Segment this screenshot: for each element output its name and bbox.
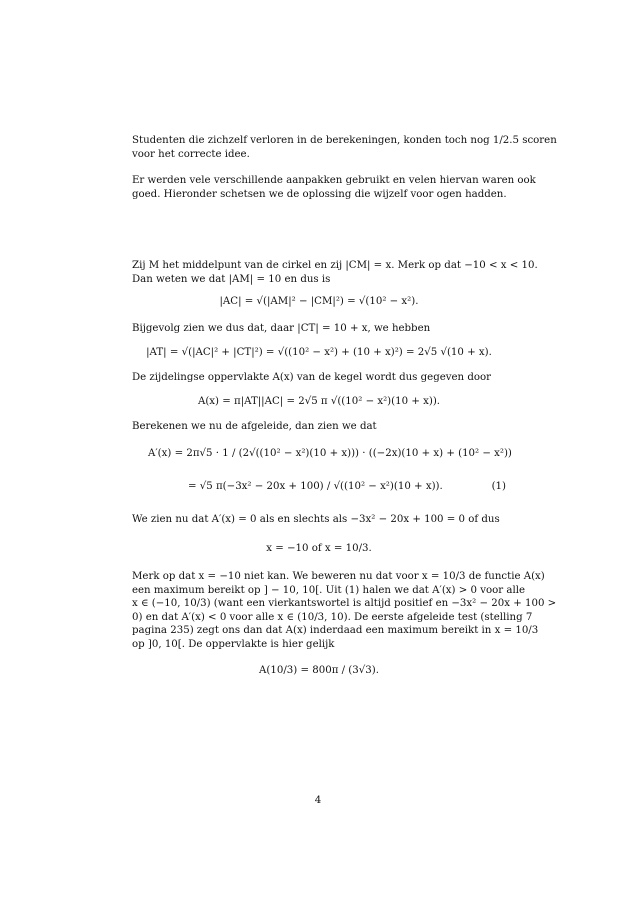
text-line: een maximum bereikt op ] − 10, 10[. Uit (1) halen we dat A′(x) > 0 voor alle [132,584,525,596]
intro-paragraph-1 [132,134,557,161]
text-line: Dan weten we dat |AM| = 10 en dus is [132,273,331,285]
equation-area: A(x) = π|AT||AC| = 2√5 π √((10² − x²)(10 + x)). [197,396,441,407]
equation-ac: |AC| = √(|AM|² − |CM|²) = √(10² − x²). [219,296,419,307]
text-line: Zij M het middelpunt van de cirkel en zij |CM| = x. Merk op dat −10 < x < 10. [132,260,538,271]
equation-roots: x = −10 of x = 10/3. [266,543,372,554]
text-line: Bijgevolg zien we dus dat, daar |CT| = 10 + x, we hebben [132,323,431,334]
text-line: Er werden vele verschillende aanpakken gebruikt en velen hiervan waren ook [132,175,536,186]
paragraph-nulpunten [132,513,506,527]
paragraph-oppervlakte [132,371,506,385]
text-line: De zijdelingse oppervlakte A(x) van de kegel wordt dus gegeven door [132,372,491,383]
solution-intro [132,259,538,286]
text-line: pagina 235) zegt ons dan dat A(x) inderdaad een maximum bereikt in x = 10/3 [132,625,539,636]
equation-number: (1) [491,481,506,492]
equation-derivative-line-2: = √5 π(−3x² − 20x + 100) / √((10² − x²)(10 + x)). [188,481,443,492]
paragraph-afgeleide [132,420,506,434]
text-line: voor het correcte idee. [132,148,250,160]
equation-final-area: A(10/3) = 800π / (3√3). [259,665,379,676]
paragraph-merk-op [132,570,557,651]
equation-at: |AT| = √(|AC|² + |CT|²) = √((10² − x²) + (10 + x)²) = 2√5 √(10 + x). [146,347,492,358]
text-line: We zien nu dat A′(x) = 0 als en slechts als −3x² − 20x + 100 = 0 of dus [132,514,500,525]
text-line: goed. Hieronder schetsen we de oplossing die wijzelf voor ogen hadden. [132,188,507,200]
text-line: op ]0, 10[. De oppervlakte is hier gelijk [132,638,335,650]
text-line: Berekenen we nu de afgeleide, dan zien we dat [132,421,377,432]
text-line: Studenten die zichzelf verloren in de berekeningen, konden toch nog 1/2.5 scoren [132,135,557,146]
intro-paragraph-2 [132,174,536,201]
paragraph-bijgevolg [132,322,506,336]
text-line: Merk op dat x = −10 niet kan. We beweren nu dat voor x = 10/3 de functie A(x) [132,571,545,582]
page-number: 4 [314,795,322,806]
text-line: 0) en dat A′(x) < 0 voor alle x ∈ (10/3, 10). De eerste afgeleide test (stelling 7 [132,611,533,623]
equation-derivative-line-1: A′(x) = 2π√5 · 1 / (2√((10² − x²)(10 + x))) · ((−2x)(10 + x) + (10² − x²)) [148,448,512,459]
text-line: x ∈ (−10, 10/3) (want een vierkantswortel is altijd positief en −3x² − 20x + 100 > [132,598,557,609]
